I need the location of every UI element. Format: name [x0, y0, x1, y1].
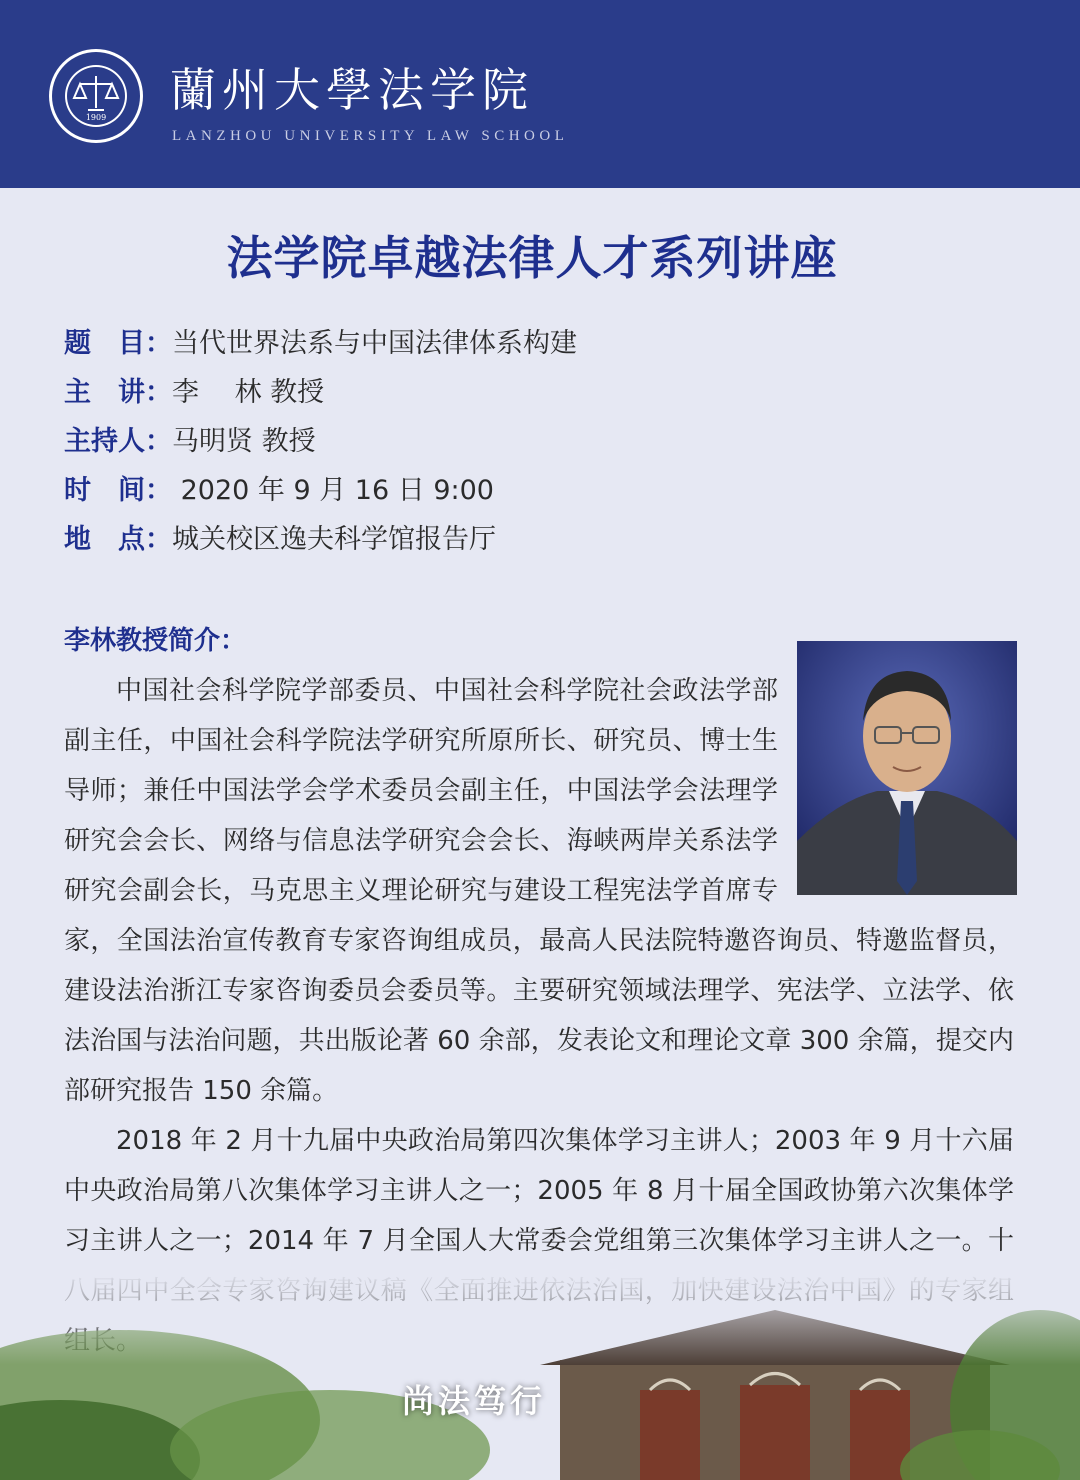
info-label: 主 讲：	[64, 377, 172, 408]
bio-paragraph: 中国社会科学院学部委员、中国社会科学院社会政法学部副主任，中国社会科学院法学研究所原所长、研究员、博士生导师；兼任中国法学会学术委员会副主任，中国法学会法理学研究会会长、网络与信息法学研究会会长、海峡两岸关系法学研究会副会长，马克思主义理论研究与建设工程宪法学首席专家，全国法治宣传教育专家咨询组成员，最高人民法院特邀咨询员、特邀监督员，建设法治浙江专家咨询委员会委员等。主要研究领域法理学、宪法学、立法学、依法治国与法治问题，共出版论著 60 余部，发表论文和理论文章 300 余篇，提交内部研究报告 150 余篇。	[64, 676, 1014, 1106]
info-label: 地 点：	[64, 524, 172, 555]
info-value: 李 林 教授	[172, 377, 325, 408]
school-name-cn: 蘭州大學法学院	[170, 63, 534, 117]
campus-building-illustration	[0, 1270, 1080, 1480]
info-row-speaker	[64, 371, 577, 420]
info-row-time	[64, 469, 577, 518]
speaker-photo	[797, 641, 1017, 895]
bio-paragraph: 2018 年 2 月十九届中央政治局第四次集体学习主讲人；2003 年 9 月十六届中央政治局第八次集体学习主讲人之一；2005 年 8 月十届全国政协第六次集体学习主讲人之一；2014 年 7 月全国人大常委会党组第三次集体学习主讲人之一。十	[64, 1126, 1014, 1256]
page-title: 法学院卓越法律人才系列讲座	[226, 231, 838, 285]
school-name-en: LANZHOU UNIVERSITY LAW SCHOOL	[172, 128, 569, 144]
svg-text:1909: 1909	[85, 113, 107, 122]
info-row-host	[64, 420, 577, 469]
header-banner	[0, 0, 1080, 188]
info-label: 时 间：	[64, 475, 172, 506]
info-value: 2020 年 9 月 16 日 9:00	[172, 475, 494, 506]
info-row-topic	[64, 322, 577, 371]
bio-title: 李林教授简介：	[64, 626, 247, 656]
info-label: 题 目：	[64, 328, 172, 359]
footer-calligraphy: 尚法笃行	[402, 1382, 547, 1420]
info-value: 城关校区逸夫科学馆报告厅	[172, 524, 496, 555]
university-seal-icon	[48, 48, 144, 144]
info-label: 主持人：	[64, 426, 172, 457]
lecture-info	[64, 322, 577, 567]
info-row-location	[64, 518, 577, 567]
info-value: 马明贤 教授	[172, 426, 316, 457]
info-value: 当代世界法系与中国法律体系构建	[172, 328, 577, 359]
